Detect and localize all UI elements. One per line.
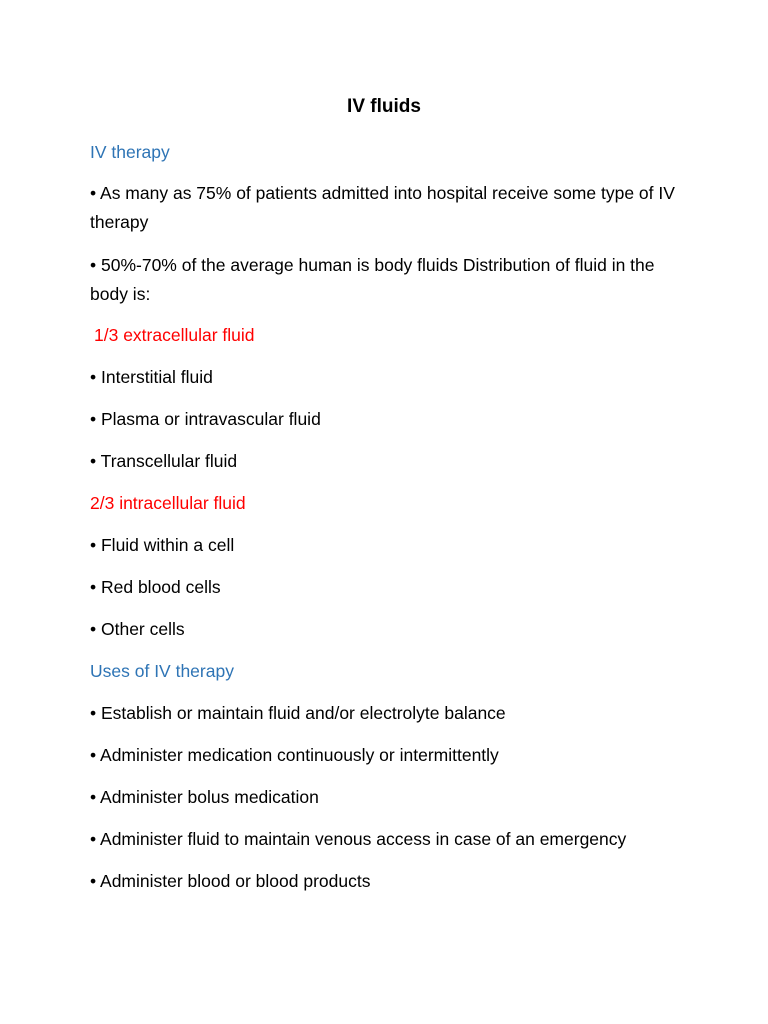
page-title: IV fluids — [347, 96, 421, 117]
list-item: • Administer medication continuously or intermittently — [90, 745, 499, 765]
list-item: • Administer fluid to maintain venous access in case of an emergency — [90, 829, 627, 849]
list-item: • Administer blood or blood products — [90, 871, 371, 891]
list-item: • Other cells — [90, 619, 185, 639]
list-item: • Red blood cells — [90, 577, 221, 597]
list-item: • Establish or maintain fluid and/or electrolyte balance — [90, 703, 506, 723]
heading-iv-therapy: IV therapy — [90, 142, 170, 162]
list-item: • Interstitial fluid — [90, 367, 213, 387]
list-item: • Plasma or intravascular fluid — [90, 409, 321, 429]
list-item: • 50%-70% of the average human is body fluids Distribution of fluid in the body is: — [90, 255, 655, 304]
list-item: • Fluid within a cell — [90, 535, 235, 555]
list-item: • Transcellular fluid — [90, 451, 238, 471]
heading-extracellular: 1/3 extracellular fluid — [94, 325, 255, 345]
heading-uses: Uses of IV therapy — [90, 661, 234, 681]
list-item: • As many as 75% of patients admitted into hospital receive some type of IV therapy — [90, 183, 675, 232]
heading-intracellular: 2/3 intracellular fluid — [90, 493, 246, 513]
list-item: • Administer bolus medication — [90, 787, 319, 807]
